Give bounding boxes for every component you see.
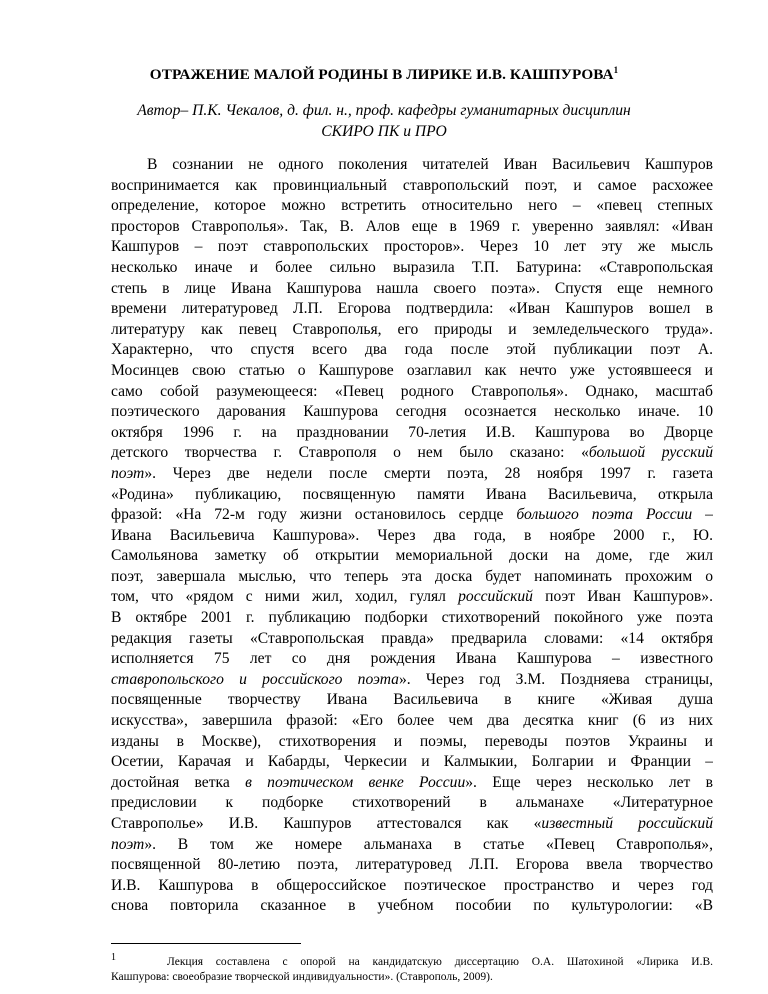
text-line: В сознании не одного поколения читателей Иван Васильевич Кашпуров [147,156,713,173]
text-line: искусства», завершила фразой: «Его более чем два десятка книг (6 из них [111,712,713,730]
text-line: воспринимается как провинциальный ставропольский поэт, и самое расхожее [111,176,713,194]
emphasis: известный российский [541,815,713,832]
footnote [111,952,713,985]
emphasis: большого поэта России [516,506,693,524]
emphasis: ставропольского и российского поэта [111,670,399,688]
text-segment: достойная ветка [111,773,246,791]
text-line: Самольянова заметку об открытии мемориальной доски на доме, где жил [111,547,713,565]
text-line [111,464,713,485]
footnote-separator [111,943,301,944]
title-text: ОТРАЖЕНИЕ МАЛОЙ РОДИНЫ В ЛИРИКЕ И.В. КАШПУРОВА [149,66,614,83]
text-line: определение, которое можно встретить относительно него – «певец степных [111,197,713,215]
text-segment: поэт Иван Кашпуров». [532,588,713,606]
text-line: Ивана Васильевича Кашпурова». Через два года, в ноябре 2000 г., Ю. [111,526,713,544]
text-line: редакция газеты «Ставропольская правда» предварила словами: «14 октября [111,629,713,647]
emphasis: российский [458,588,533,606]
author-line-2: СКИРО ПК и ПРО [321,123,447,140]
footnote-line-2: Кашпурова: своеобразие творческой индивидуальности». (Ставрополь, 2009). [111,971,493,983]
text-line: октября 1996 г. на праздновании 70-летия И.В. Кашпурова во Дворце [111,423,713,441]
text-line: предисловии к подборке стихотворений в альманахе «Литературное [111,794,713,812]
emphasis: поэт [111,835,145,853]
text-segment: фразой: «На 72-м году жизни остановилось сердце [111,506,517,524]
text-line: исполняется 75 лет со дня рождения Ивана Кашпурова – известного [111,650,713,668]
text-segment: ». Через год З.М. Поздняева страницы, [398,670,713,688]
emphasis: в поэтическом венке России [245,773,466,791]
text-line [111,835,713,856]
text-line: Характерно, что спустя всего два года после этой публикации поэт А. [111,341,713,359]
text-line: поэт, завершала мыслью, что теперь эта доска будет напоминать прохожим о [111,567,713,585]
text-line: посвященной 80-летию поэта, литературовед Л.П. Егорова ввела творчество [111,856,713,874]
text-line: несколько иначе и более сильно выразила Т.П. Батурина: «Ставропольская [111,258,713,276]
text-line: Мосинцев свою статью о Кашпурове озаглавил как нечто уже устоявшееся и [111,361,713,379]
emphasis: большой русский [588,444,713,462]
text-segment: ». Еще через несколько лет в [465,773,713,791]
text-line: изданы в Москве), стихотворения и поэмы, переводы поэтов Украины и [111,732,713,750]
text-segment: детского творчества г. Ставрополя о нем было сказано: « [111,444,589,462]
text-line: посвященные творчеству Ивана Васильевича в книге «Живая душа [111,691,713,709]
text-line: Осетии, Карачая и Кабарды, Черкесии и Калмыкии, Болгарии и Франции – [111,753,713,771]
author-line [56,100,712,142]
text-line [111,505,713,526]
text-line [111,670,713,691]
text-line: поэтического дарования Кашпурова сегодня осознается несколько иначе. 10 [111,403,713,421]
footnote-mark[interactable]: 1 [613,64,619,75]
text-segment: – [692,506,713,524]
text-line: «Родина» публикацию, посвященную памяти Ивана Васильевича, открыла [111,485,713,503]
author-line-1: Автор– П.К. Чекалов, д. фил. н., проф. кафедры гуманитарных дисциплин [137,102,631,119]
text-line: времени литературовед Л.П. Егорова подтвердила: «Иван Кашпуров вошел в [111,300,713,318]
text-segment: Ставрополье» И.В. Кашпуров аттестовался как « [111,815,542,832]
text-line: В октябре 2001 г. публикацию подборки стихотворений покойного уже поэта [111,609,713,627]
text-line: просторов Ставрополья». Так, В. Алов еще в 1969 г. уверенно заявлял: «Иван [111,217,713,235]
text-line [111,587,713,608]
text-line: само собой разумеющееся: «Певец родного Ставрополья». Однако, масштаб [111,382,713,400]
text-line [111,443,713,464]
text-segment: том, что «рядом с ними жил, ходил, гулял [111,588,459,606]
text-line: степь в лице Ивана Кашпурова нашла своего поэта». Спустя еще немного [111,279,713,297]
footnote-line-1: 1 Лекция составлена с опорой на кандидатскую диссертацию О.А. Шатохиной «Лирика И.В. [111,952,713,968]
text-line [111,773,713,794]
text-line [111,814,713,835]
page-title [56,66,712,84]
text-segment: ». В том же номере альманаха в статье «Певец Ставрополья», [144,835,713,853]
text-segment: ». Через две недели после смерти поэта, 28 ноября 1997 г. газета [144,464,713,482]
footnote-text-1: Лекция составлена с опорой на кандидатскую диссертацию О.А. Шатохиной «Лирика И.В. [167,956,713,968]
text-line: Кашпуров – поэт ставропольских просторов». Через 10 лет эту же мысль [111,238,713,256]
text-line: снова повторила сказанное в учебном пособии по культурологии: «В [111,897,713,915]
body-paragraph [111,155,713,917]
text-line: литературу как певец Ставрополья, его природы и земледельческого труда». [111,320,713,338]
text-line: И.В. Кашпурова в общероссийское поэтическое пространство и через год [111,876,713,894]
emphasis: поэт [111,464,145,482]
